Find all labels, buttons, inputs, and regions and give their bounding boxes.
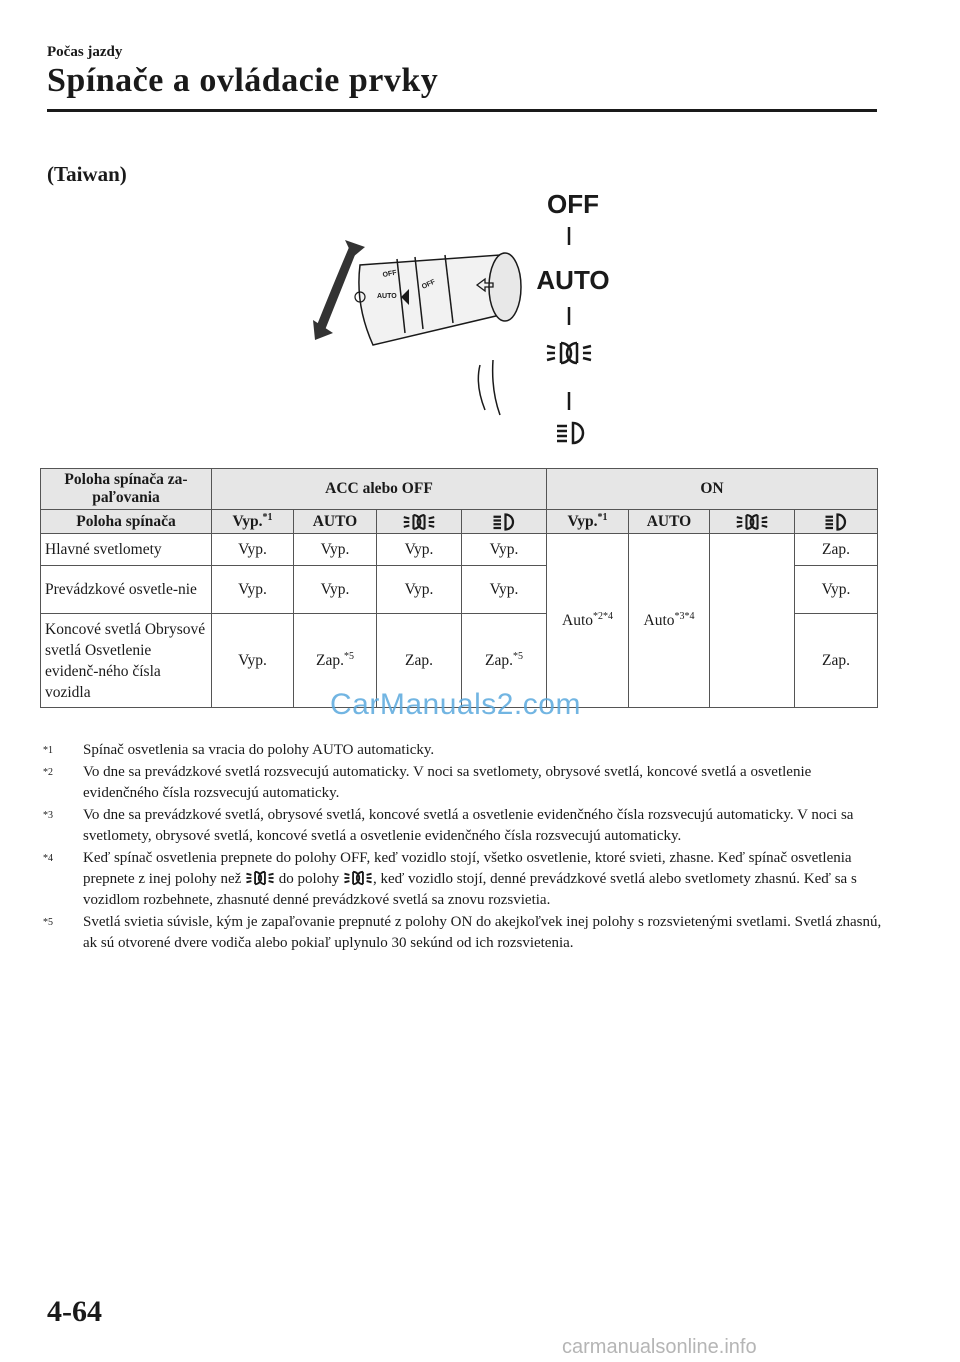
footnote-text-b: do polohy <box>278 871 340 887</box>
footer-watermark: carmanualsonline.info <box>562 1336 757 1358</box>
footnote <box>43 762 883 804</box>
col-headlight-acc <box>462 510 547 534</box>
footnote <box>43 848 883 911</box>
table-cell: Vyp. <box>294 534 377 566</box>
col-auto-acc: AUTO <box>294 510 377 534</box>
switch-position-header: Poloha spínača <box>41 510 212 534</box>
region-label: (Taiwan) <box>47 162 127 186</box>
table-cell: Vyp. <box>462 566 547 614</box>
table-cell: Vyp. <box>212 566 294 614</box>
footnote-text-a: Keď spínač osvetlenia prepnete do polohy OFF, keď vozidlo stojí, všetko osvetlenie, ktoré svieti, zhasne. Keď spínač osvetlenia prepnete z inej polohy než <box>83 850 852 887</box>
table-header-row-1 <box>41 469 878 510</box>
light-switch-diagram <box>305 185 625 455</box>
on-auto-cell: Auto$^{*3*4}$ <box>629 534 710 708</box>
table-cell: Vyp. <box>212 614 294 708</box>
on-header: ON <box>547 469 878 510</box>
footnote-mark: *3 <box>43 810 53 821</box>
row-label: Hlavné svetlomety <box>41 534 212 566</box>
col-headlight-on <box>795 510 878 534</box>
headlights-icon <box>557 423 583 443</box>
table-cell: Vyp. <box>377 534 462 566</box>
table-header-row-2 <box>41 510 878 534</box>
position-auto-label: AUTO <box>536 265 610 295</box>
footnote-mark: *1 <box>43 745 53 756</box>
footnote-text-c: , keď vozidlo stojí, denné prevádzkové svetlá alebo svetlomety zhasnú. Keď sa s vozidlom rozbehnete, zhasnuté denné prevádzkové svetlá sa znovu rozsvietia. <box>83 871 857 908</box>
acc-off-header: ACC alebo OFF <box>212 469 547 510</box>
ring2-off-label: OFF <box>420 278 437 291</box>
parking-lights-icon <box>343 870 373 886</box>
table-cell: Vyp. <box>795 566 878 614</box>
parking-lights-icon <box>402 513 436 531</box>
position-off-label: OFF <box>547 189 599 219</box>
row-label: Prevádzkové osvetle-nie <box>41 566 212 614</box>
table-cell: Zap.$^{*5}$ <box>294 614 377 708</box>
section-label: Počas jazdy <box>47 44 123 60</box>
table-cell: Vyp. <box>377 566 462 614</box>
footnote <box>43 912 883 954</box>
parking-lights-icon <box>735 513 769 531</box>
footnote-text: Vo dne sa prevádzkové svetlá, obrysové svetlá, koncové svetlá a osvetlenie evidenčného čísla rozsvecujú automaticky. V noci sa svetlomety, obrysové svetlá, koncové svetlá a osvetlenie evidenčného čísla rozsvecujú automaticky. <box>83 807 854 844</box>
page-title: Spínače a ovládacie prvky <box>47 62 439 99</box>
col-auto-on: AUTO <box>629 510 710 534</box>
footnote-mark: *4 <box>43 853 53 864</box>
table-cell: Zap. <box>377 614 462 708</box>
footnote-mark: *2 <box>43 767 53 778</box>
col-parking-on <box>710 510 795 534</box>
ignition-position-header: Poloha spínača za-paľovania <box>41 469 212 510</box>
footnotes <box>43 740 883 955</box>
ring1-off-label: OFF <box>382 269 398 279</box>
row-label: Koncové svetlá Obrysové svetlá Osvetlenie evidenč-ného čísla vozidla <box>41 614 212 708</box>
footnote-text: Vo dne sa prevádzkové svetlá rozsvecujú automaticky. V noci sa svetlomety, obrysové svetlá, koncové svetlá a osvetlenie evidenčného čísla rozsvecujú automaticky. <box>83 764 812 801</box>
table-cell: Zap. <box>795 534 878 566</box>
col-vyp-acc: Vyp.$^{*1}$ <box>212 510 294 534</box>
footnote-text: Spínač osvetlenia sa vracia do polohy AUTO automaticky. <box>83 742 435 758</box>
col-parking-acc <box>377 510 462 534</box>
table-cell: Vyp. <box>462 534 547 566</box>
table-row <box>41 534 878 566</box>
on-parking-cell <box>710 534 795 708</box>
table-cell: Zap. <box>795 614 878 708</box>
parking-lights-icon <box>245 870 275 886</box>
footnote <box>43 805 883 847</box>
table-cell: Vyp. <box>212 534 294 566</box>
footnote-mark: *5 <box>43 917 53 928</box>
table-cell: Vyp. <box>294 566 377 614</box>
col-vyp-on: Vyp.$^{*1}$ <box>547 510 629 534</box>
table-cell: Zap.$^{*5}$ <box>462 614 547 708</box>
watermark: CarManuals2.com <box>330 688 581 721</box>
ring1-auto-label: AUTO <box>377 293 397 300</box>
headlights-icon <box>824 513 848 531</box>
parking-lights-icon <box>547 343 591 363</box>
on-vyp-cell: Auto$^{*2*4}$ <box>547 534 629 708</box>
title-rule <box>47 109 877 112</box>
headlights-icon <box>492 513 516 531</box>
footnote-text: Svetlá svietia súvisle, kým je zapaľovanie prepnuté z polohy ON do akejkoľvek inej polohy s rozsvietenými svetlami. Svetlá zhasnú, ak sú otvorené dvere vodiča alebo pokiaľ uplynulo 30 sekúnd od ich rozsvietenia. <box>83 914 882 951</box>
lever-illustration <box>313 240 521 415</box>
light-switch-table <box>40 468 878 708</box>
page-number: 4-64 <box>47 1295 102 1328</box>
footnote <box>43 740 883 761</box>
